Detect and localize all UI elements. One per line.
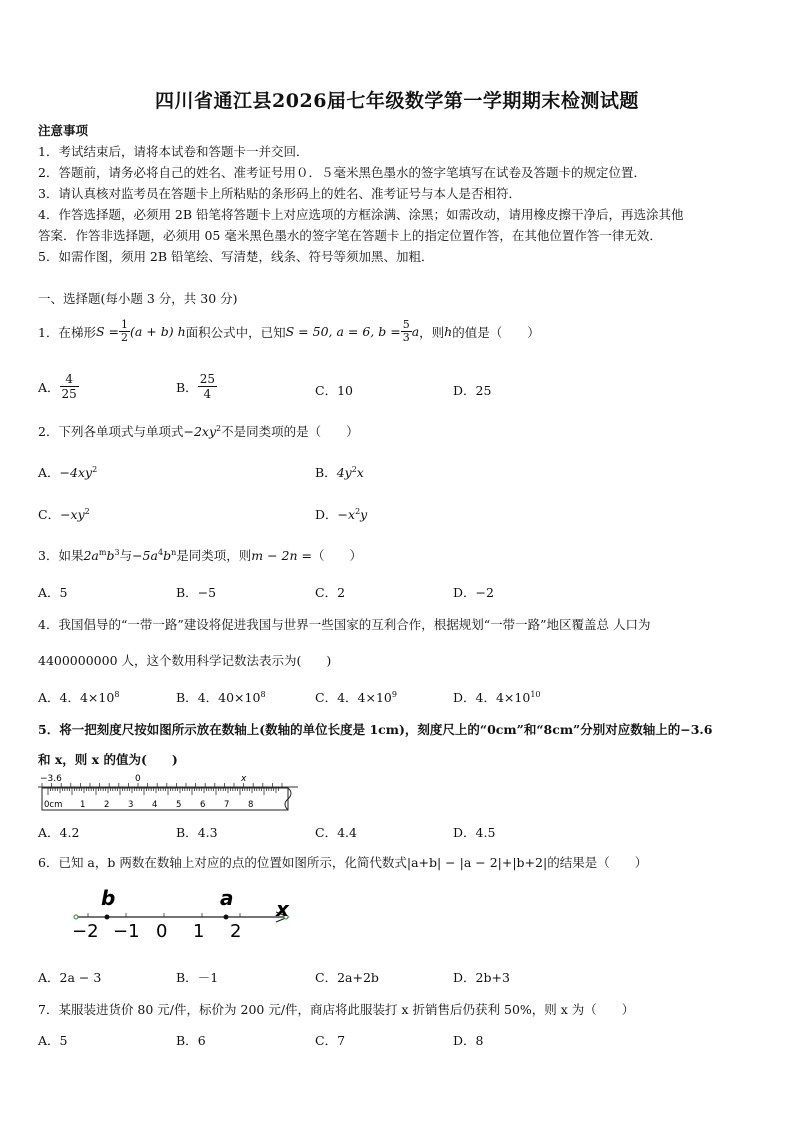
ruler-label: 4 [152, 800, 158, 810]
point-label: a [220, 886, 234, 910]
question-1-option-a[interactable]: A． $\frac{4}{25}$ [38, 372, 77, 401]
question-5-option-c[interactable]: C．4.4 [315, 825, 357, 840]
note-item: 4．作答选择题，必须用 2B 铅笔将答题卡上对应选项的方框涂满、涂黑；如需改动，请用橡皮擦干净后，再选涂其他 [38, 207, 684, 222]
question-6-option-b[interactable]: B．－1 [176, 970, 219, 985]
tick-label: 2 [230, 921, 242, 942]
question-4-option-b[interactable]: B．4．$40\times 10^8$ [176, 690, 266, 705]
ruler-label: 6 [200, 800, 206, 810]
question-3-option-a[interactable]: A．5 [38, 585, 68, 600]
number-line-label: x [241, 774, 247, 784]
note-item: 答案．作答非选择题，必须用 05 毫米黑色墨水的签字笔在答题卡上的指定位置作答，在其他位置作答一律无效． [38, 228, 662, 243]
question-2-stem: 2．下列各单项式与单项式$-2xy^2$不是同类项的是（ ） [38, 424, 359, 439]
question-5-option-d[interactable]: D．4.5 [453, 825, 496, 840]
ruler-label: 2 [104, 800, 110, 810]
fraction-half: $\frac{1}{2}$ [120, 318, 128, 344]
ruler-label: 0cm [44, 800, 63, 810]
question-1-stem: 1．在梯形 S = $\frac{1}{2}$ (a + b) h 面积公式中，已知 S = 50, a = 6, b = $\frac{5}{3}$ a ，则 h 的值是（ ） [38, 318, 540, 344]
axis-label: x [276, 897, 289, 921]
section-heading: 一、选择题(每小题 3 分，共 30 分) [38, 291, 238, 306]
question-4-option-c[interactable]: C．4．$4\times 10^9$ [315, 690, 397, 705]
question-3-option-c[interactable]: C．2 [315, 585, 346, 600]
question-3-option-b[interactable]: B．−5 [176, 585, 217, 600]
page-title: 四川省通江县2026届七年级数学第一学期期末检测试题 [155, 90, 639, 112]
ruler-label: 8 [248, 800, 254, 810]
point-a-marker [224, 915, 229, 920]
question-5-line-1: 5．将一把刻度尺按如图所示放在数轴上(数轴的单位长度是 1cm)，刻度尺上的“0cm”和“8cm”分别对应数轴上的−3.6 [38, 722, 713, 737]
point-b-marker [105, 915, 110, 920]
question-7-option-d[interactable]: D．8 [453, 1033, 484, 1048]
ruler-label: 3 [128, 800, 134, 810]
number-line-figure [66, 885, 298, 943]
question-5-option-b[interactable]: B．4.3 [176, 825, 218, 840]
question-6-option-a[interactable]: A．2a − 3 [38, 970, 102, 985]
question-2-option-b[interactable]: B．$4y^2x$ [315, 465, 364, 480]
fraction-five-thirds: $\frac{5}{3}$ [402, 318, 410, 344]
question-6-option-d[interactable]: D．2b+3 [453, 970, 510, 985]
ruler-label: 5 [176, 800, 182, 810]
tick-label: −1 [113, 921, 140, 942]
question-2-option-c[interactable]: C．$-xy^2$ [38, 507, 90, 522]
note-item: 3．请认真核对监考员在答题卡上所粘贴的条形码上的姓名、准考证号与本人是否相符． [38, 186, 521, 201]
tick-label: 0 [156, 921, 168, 942]
ruler-label: 7 [224, 800, 230, 810]
point-label: b [101, 886, 116, 910]
note-item: 1．考试结束后，请将本试卷和答题卡一并交回． [38, 144, 309, 159]
notes-heading: 注意事项 [38, 123, 89, 138]
question-4-option-a[interactable]: A．4．$4\times 10^8$ [38, 690, 120, 705]
question-7-stem: 7．某服装进货价 80 元/件，标价为 200 元/件，商店将此服装打 x 折销售后仍获利 50%，则 x 为（ ） [38, 1002, 635, 1017]
question-5-line-2: 和 x，则 x 的值为( ) [38, 752, 178, 767]
question-3-stem: 3．如果$2a^mb^3$与$-5a^4b^n$是同类项，则m − 2n =（ ） [38, 548, 362, 563]
question-7-option-a[interactable]: A．5 [38, 1033, 68, 1048]
question-1-option-c[interactable]: C．10 [315, 383, 353, 398]
question-6-option-c[interactable]: C．2a+2b [315, 970, 379, 985]
question-6-stem: 6．已知 a，b 两数在数轴上对应的点的位置如图所示，化简代数式|a+b| − |a − 2|+|b+2|的结果是（ ） [38, 855, 648, 870]
question-1-option-d[interactable]: D．25 [453, 383, 492, 398]
question-4-option-d[interactable]: D．4．$4\times 10^{10}$ [453, 690, 541, 705]
question-1-option-b[interactable]: B． $\frac{25}{4}$ [176, 372, 215, 401]
question-7-option-b[interactable]: B．6 [176, 1033, 206, 1048]
question-4-line-1: 4．我国倡导的“一带一路”建设将促进我国与世界一些国家的互利合作，根据规划“一带一路”地区覆盖总 人口为 [38, 617, 651, 632]
note-item: 2．答题前，请务必将自己的姓名、准考证号用０．５毫米黑色墨水的签字笔填写在试卷及答题卡的规定位置． [38, 165, 646, 180]
ruler-label: 1 [80, 800, 86, 810]
tick-label: −2 [72, 921, 99, 942]
question-2-option-a[interactable]: A．$-4xy^2$ [38, 465, 98, 480]
question-3-option-d[interactable]: D．−2 [453, 585, 494, 600]
endpoint-marker [74, 915, 78, 919]
question-7-option-c[interactable]: C．7 [315, 1033, 346, 1048]
question-4-line-2: 4400000000 人，这个数用科学记数法表示为( ) [38, 653, 332, 668]
note-item: 5．如需作图，须用 2B 铅笔绘、写清楚，线条、符号等须加黑、加粗． [38, 249, 434, 264]
question-5-option-a[interactable]: A．4.2 [38, 825, 80, 840]
question-2-option-d[interactable]: D．$-x^2y$ [315, 507, 368, 522]
number-line-label: −3.6 [40, 774, 62, 784]
tick-label: 1 [193, 921, 205, 942]
ruler-number-line-figure [36, 770, 306, 816]
number-line-label: 0 [135, 774, 141, 784]
